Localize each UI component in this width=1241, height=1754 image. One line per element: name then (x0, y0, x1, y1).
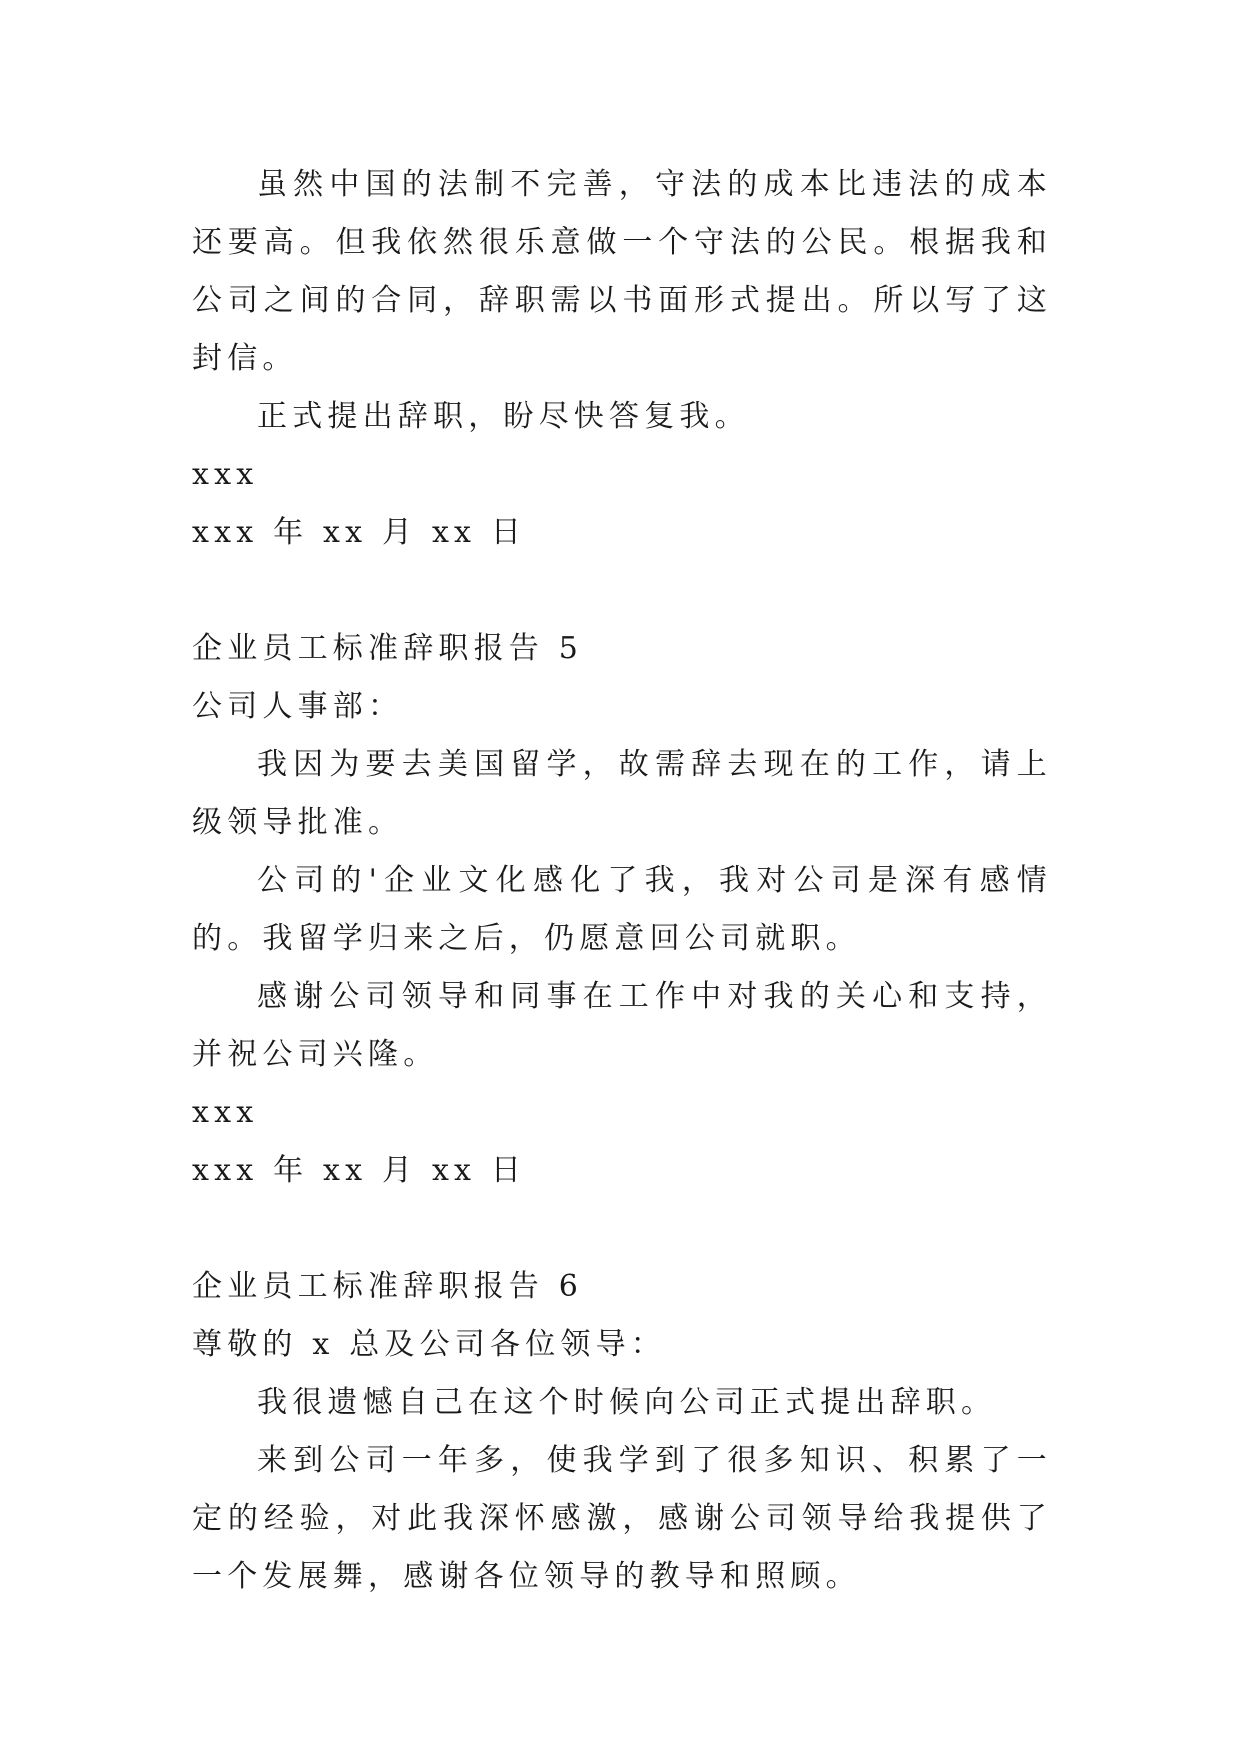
section-title: 企业员工标准辞职报告 5 (192, 631, 584, 666)
section-title: 企业员工标准辞职报告 6 (192, 1269, 584, 1304)
spacer (192, 562, 1052, 620)
paragraph: 我很遗憾自己在这个时候向公司正式提出辞职。 (257, 1385, 997, 1420)
date-line: xxx 年 xx 月 xx 日 (192, 1153, 527, 1188)
signature: xxx (192, 457, 259, 492)
paragraph: 公司的'企业文化感化了我，我对公司是深有感情的。我留学归来之后，仍愿意回公司就职。 (192, 863, 1052, 956)
date-line: xxx 年 xx 月 xx 日 (192, 515, 527, 550)
paragraph: 来到公司一年多，使我学到了很多知识、积累了一定的经验，对此我深怀感激，感谢公司领导给我提供了一个发展舞，感谢各位领导的教导和照顾。 (192, 1443, 1052, 1594)
paragraph: 我因为要去美国留学，故需辞去现在的工作，请上级领导批准。 (192, 747, 1052, 840)
signature: xxx (192, 1095, 259, 1130)
document-page (192, 156, 1052, 1606)
paragraph: 感谢公司领导和同事在工作中对我的关心和支持，并祝公司兴隆。 (192, 979, 1052, 1072)
spacer (192, 1200, 1052, 1258)
salutation: 尊敬的 x 总及公司各位领导： (192, 1327, 666, 1362)
paragraph: 虽然中国的法制不完善，守法的成本比违法的成本还要高。但我依然很乐意做一个守法的公民。根据我和公司之间的合同，辞职需以书面形式提出。所以写了这封信。 (192, 167, 1052, 376)
salutation: 公司人事部： (192, 689, 404, 724)
paragraph: 正式提出辞职，盼尽快答复我。 (257, 399, 750, 434)
